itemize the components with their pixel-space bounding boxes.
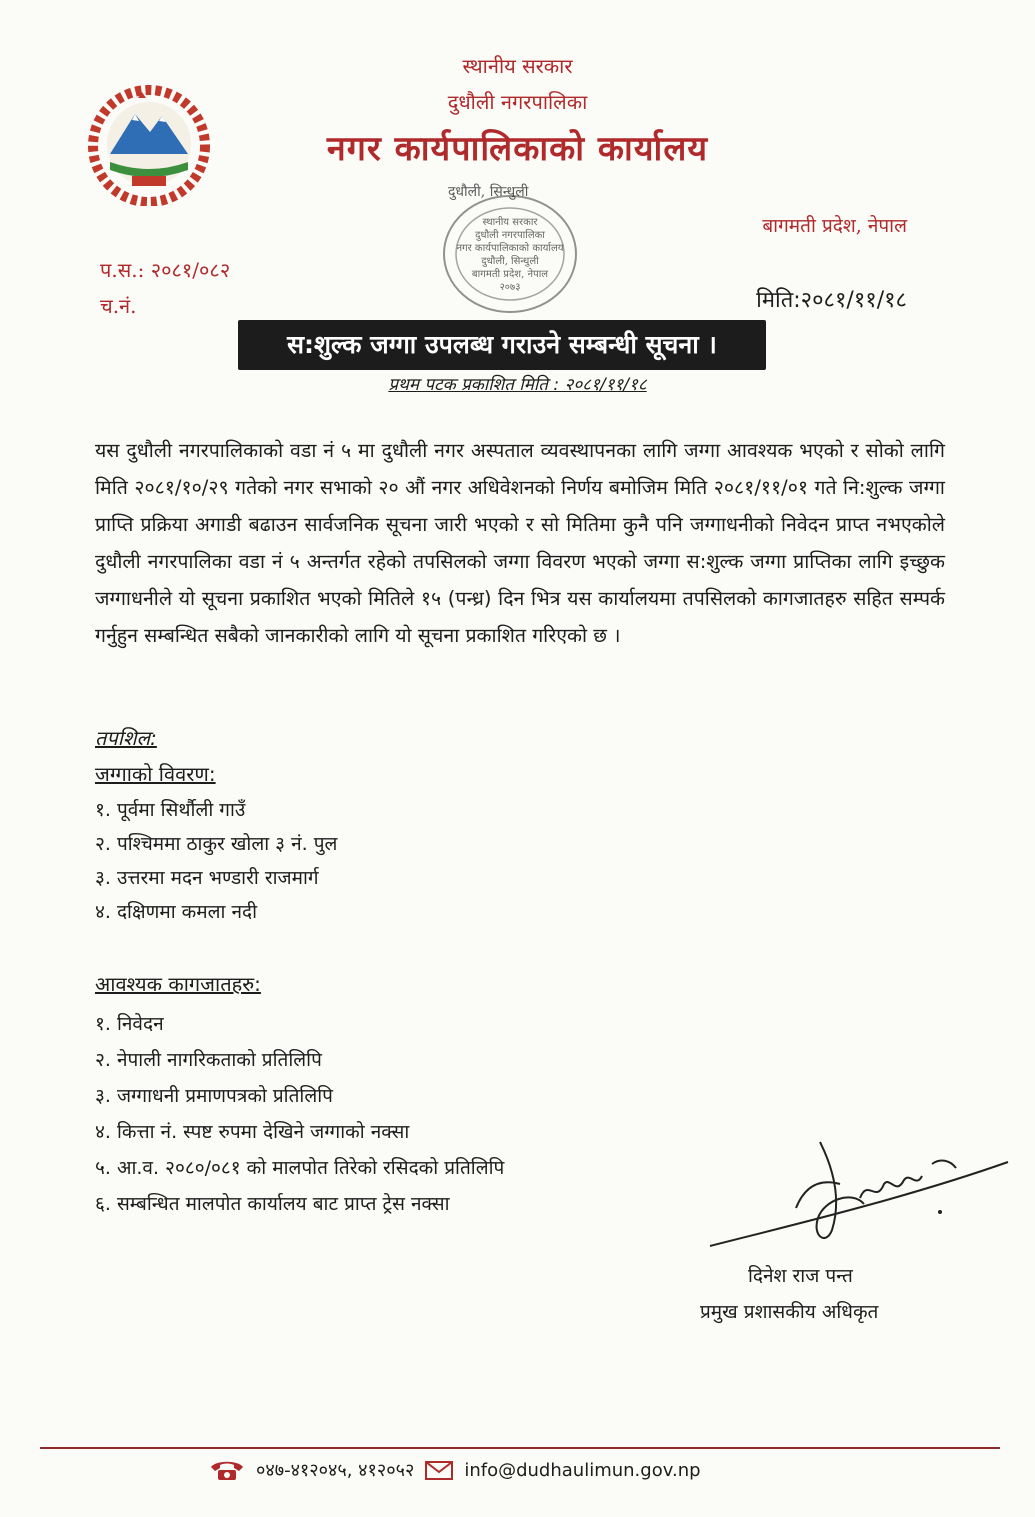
land-item: २. पश्चिममा ठाकुर खोला ३ नं. पुल	[95, 833, 338, 855]
footer-divider	[40, 1447, 1000, 1449]
document-item: ६. सम्बन्धित मालपोत कार्यालय बाट प्राप्त ट्रेस नक्सा	[95, 1193, 450, 1215]
letter-date: मिति:२०८१/११/१८	[756, 288, 907, 313]
stamp-line: २०७३	[499, 282, 521, 293]
stamp-line: बागमती प्रदेश, नेपाल	[471, 269, 549, 280]
notice-title-banner	[238, 320, 766, 370]
footer-phone: ०४७-४१२०४५, ४१२०५२	[256, 1460, 415, 1481]
telephone-icon	[208, 1458, 246, 1482]
first-published-date: प्रथम पटक प्रकाशित मिति : २०८१/११/१८	[388, 375, 647, 395]
footer-contact	[208, 1458, 701, 1482]
tapsil-label: तपशिल:	[95, 726, 157, 750]
header-office-title: नगर कार्यपालिकाको कार्यालय	[326, 129, 709, 169]
signatory-name: दिनेश राज पन्त	[748, 1265, 853, 1287]
stamp-line: दुधौली नगरपालिका	[475, 230, 545, 241]
signatory-title: प्रमुख प्रशासकीय अधिकृत	[700, 1301, 879, 1323]
stamp-top-text: दुधौली, सिन्धुली	[448, 184, 529, 200]
document-item: १. निवेदन	[95, 1013, 164, 1035]
dispatch-number: च.नं.	[100, 294, 137, 318]
header-province: बागमती प्रदेश, नेपाल	[762, 215, 907, 237]
notice-body: यस दुधौली नगरपालिकाको वडा नं ५ मा दुधौली नगर अस्पताल व्यवस्थापनका लागि जग्गा आवश्यक भएको र सोको लागि मिति २०८१/१०/२९ गतेको नगर सभाको २० औं नगर अधिवेशनको निर्णय बमोजिम मिति २०८१/११/०१ गते नि:शुल्क जग्गा प्राप्ति प्रक्रिया अगाडी बढाउन सार्वजनिक सूचना जारी भएको र सो मितिमा कुनै पनि जग्गाधनीको निवेदन प्राप्त नभएकोले दुधौली नगरपालिका वडा नं ५ अन्तर्गत रहेको तपसिलको जग्गा विवरण भएको जग्गा स:शुल्क जग्गा प्राप्तिका लागि इच्छुक जग्गाधनीले यो सूचना प्रकाशित भएको मितिले १५ (पन्ध्र) दिन भित्र यस कार्यालयमा तपसिलको कागजातहरु सहित सम्पर्क गर्नुहुन सम्बन्धित सबैको जानकारीको लागि यो सूचना प्रकाशित गरिएको छ ।	[95, 439, 945, 647]
stamp-line: स्थानीय सरकार	[482, 217, 538, 228]
document-item: ५. आ.व. २०८०/०८१ को मालपोत तिरेको रसिदको प्रतिलिपि	[95, 1157, 505, 1179]
footer-email[interactable]: info@dudhaulimun.gov.np	[464, 1459, 701, 1481]
land-item: ४. दक्षिणमा कमला नदी	[95, 901, 258, 923]
notice-title: स:शुल्क जग्गा उपलब्ध गराउने सम्बन्धी सूचना ।	[238, 320, 766, 370]
header-municipality-name: दुधौली नगरपालिका	[447, 90, 588, 114]
office-stamp	[430, 178, 590, 320]
document-item: ४. कित्ता नं. स्पष्ट रुपमा देखिने जग्गाको नक्सा	[95, 1121, 410, 1143]
land-item: १. पूर्वमा सिर्थौली गाउँ	[95, 799, 246, 821]
email-icon	[424, 1458, 454, 1482]
header-local-government: स्थानीय सरकार	[462, 54, 573, 78]
document-item: २. नेपाली नागरिकताको प्रतिलिपि	[95, 1049, 322, 1071]
land-item: ३. उत्तरमा मदन भण्डारी राजमार्ग	[95, 867, 319, 889]
document-item: ३. जग्गाधनी प्रमाणपत्रको प्रतिलिपि	[95, 1085, 333, 1107]
stamp-line: नगर कार्यपालिकाको कार्यालय	[456, 243, 564, 254]
land-details-label: जग्गाको विवरण:	[95, 762, 216, 786]
required-documents-label: आवश्यक कागजातहरु:	[95, 972, 261, 996]
handwritten-signature	[700, 1118, 1020, 1258]
stamp-line: दुधौली, सिन्धुली	[481, 256, 539, 267]
reference-number: प.स.: २०८१/०८२	[100, 258, 231, 282]
